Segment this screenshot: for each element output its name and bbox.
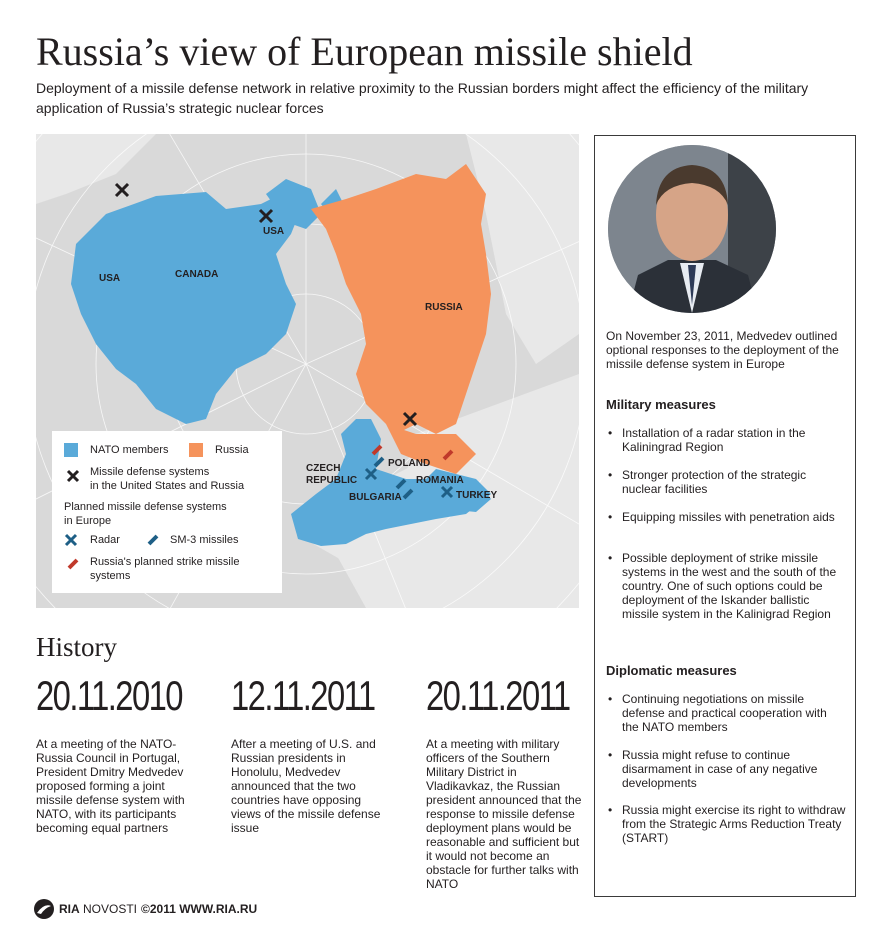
military-heading: Military measures	[606, 397, 716, 412]
legend-russia: Russia	[215, 444, 249, 456]
event-date: 12.11.2011	[231, 672, 375, 719]
military-item: • Equipping missiles with penetration aids	[608, 510, 835, 524]
russia-swatch	[189, 443, 203, 457]
map-legend	[52, 431, 282, 593]
panel-intro: On November 23, 2011, Medvedev outlined optional responses to the deployment of the missile defense system in Europe	[606, 329, 839, 371]
event-text: After a meeting of U.S. and Russian presidents in Honolulu, Medvedev announced that the two countries have opposing views of the missile defense issue	[231, 737, 381, 835]
military-item: • Possible deployment of strike missile systems in the west and the south of the country. One of such options could be deployment of the Iskander ballistic missile system in the Kalinigrad Region	[608, 551, 837, 621]
page-title: Russia’s view of European missile shield	[36, 29, 693, 74]
event-date: 20.11.2010	[36, 672, 182, 719]
brand-novosti: NOVOSTI	[83, 902, 138, 916]
legend-sm3: SM-3 missiles	[170, 534, 239, 546]
label-romania: ROMANIA	[416, 475, 464, 486]
military-item: • Stronger protection of the strategic nuclear facilities	[608, 468, 807, 496]
diplomatic-item: • Russia might exercise its right to withdraw from the Strategic Arms Reduction Treaty (START)	[608, 803, 846, 845]
history-heading: History	[36, 632, 117, 662]
medvedev-portrait	[608, 145, 776, 313]
event-date: 20.11.2011	[426, 672, 570, 719]
missile-defense-icon	[66, 469, 80, 483]
ria-logo-icon	[33, 898, 55, 920]
military-item: • Installation of a radar station in the Kaliningrad Region	[608, 426, 806, 454]
label-czech: CZECH REPUBLIC	[306, 463, 358, 486]
label-usa-alaska: USA	[263, 226, 285, 237]
radar-icon	[64, 533, 78, 547]
strike-missile-icon	[66, 557, 80, 571]
page-subtitle: Deployment of a missile defense network in relative proximity to the Russian borders might affect the efficiency of the military application of Russia’s strategic nuclear forces	[36, 80, 809, 116]
label-poland: POLAND	[388, 458, 431, 469]
diplomatic-item: • Continuing negotiations on missile defense and practical cooperation with the NATO members	[608, 692, 827, 734]
nato-swatch	[64, 443, 78, 457]
event-text: At a meeting with military officers of the Southern Military District in Vladikavkaz, the Russian president announced that the response to missile defense deployment plans would be reasonable and sufficient but it would not become an obstacle for further talks with NATO	[426, 737, 582, 891]
diplomatic-item: • Russia might refuse to continue disarmament in case of any negative developments	[608, 748, 818, 790]
legend-planned: Planned missile defense systems in Europe	[64, 501, 227, 527]
label-canada: CANADA	[175, 269, 219, 280]
label-turkey: TURKEY	[456, 490, 498, 501]
legend-strike: Russia's planned strike missile systems	[90, 556, 240, 582]
legend-radar: Radar	[90, 534, 120, 546]
event-text: At a meeting of the NATO-Russia Council in Portugal, President Dmitry Medvedev proposed forming a joint missile defense system with NATO, with its participants becoming equal partners	[36, 737, 185, 835]
legend-missile-systems: Missile defense systems in the United States and Russia	[90, 466, 245, 492]
label-bulgaria: BULGARIA	[349, 492, 402, 503]
sm3-icon	[146, 533, 160, 547]
brand-ria: RIA	[59, 902, 80, 916]
label-russia: RUSSIA	[425, 302, 463, 313]
legend-nato: NATO members	[90, 444, 169, 456]
diplomatic-heading: Diplomatic measures	[606, 663, 737, 678]
copyright-link[interactable]: ©2011 WWW.RIA.RU	[141, 902, 258, 916]
label-usa: USA	[99, 273, 121, 284]
